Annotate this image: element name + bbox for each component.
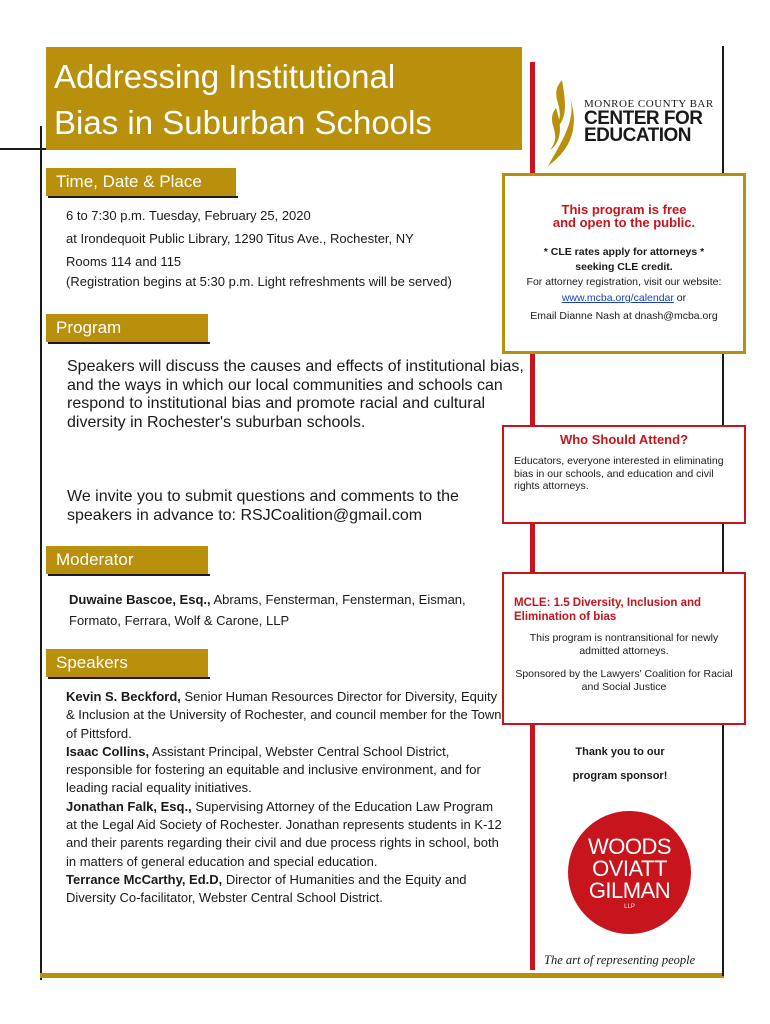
heading-shadow xyxy=(48,342,210,344)
free-headline: This program is free xyxy=(561,202,687,217)
program-invite: We invite you to submit questions and comments to the speakers in advance to: RSJCoalition@gmail.com xyxy=(67,488,459,524)
mcba-logo xyxy=(540,78,720,168)
heading-shadow xyxy=(48,677,210,679)
flame-icon xyxy=(540,78,580,168)
page-title: Addressing Institutional Bias in Suburban Schools xyxy=(54,58,432,141)
moderator-info xyxy=(69,589,479,631)
calendar-link[interactable]: www.mcba.org/calendar xyxy=(561,292,674,304)
event-location: at Irondequoit Public Library, 1290 Titus Ave., Rochester, NY xyxy=(66,231,414,246)
time-date-place-details xyxy=(66,206,486,289)
logo-line1: CENTER FOR xyxy=(584,108,703,129)
logo-line2: EDUCATION xyxy=(584,125,692,146)
moderator-name: Duwaine Bascoe, Esq., xyxy=(69,592,211,607)
event-time: 6 to 7:30 p.m. Tuesday, February 25, 2020 xyxy=(66,208,311,223)
attend-text: Educators, everyone interested in eliminating bias in our schools, and education and civil rights attorneys. xyxy=(514,455,724,492)
speaker-item: Kevin S. Beckford, Senior Human Resources Director for Diversity, Equity & Inclusion at the University of Rochester, and council member for the Town of Pittsford. xyxy=(66,689,502,741)
moderator-heading: Moderator xyxy=(46,546,208,574)
speakers-heading: Speakers xyxy=(46,649,208,677)
nontransitional-note: This program is nontransitional for newly admitted attorneys. xyxy=(529,632,719,657)
speaker-item: Jonathan Falk, Esq., Supervising Attorney of the Education Law Program at the Legal Aid Society of Rochester. Jonathan represents students in K-12 and their parents regarding their civil and due process rights in school, both in matters of general education and special education. xyxy=(66,798,502,869)
event-rooms: Rooms 114 and 115 xyxy=(66,254,182,269)
time-date-place-heading: Time, Date & Place xyxy=(46,168,236,196)
speaker-item: Isaac Collins, Assistant Principal, Webster Central School District, responsible for fostering an equitable and inclusive environment, and for leading racial equality initiatives. xyxy=(66,743,481,796)
thank-you-note: Thank you to our program sponsor! xyxy=(572,746,668,782)
attend-heading: Who Should Attend? xyxy=(559,432,689,447)
program-description: Speakers will discuss the causes and effects of institutional bias, and the ways in which our local communities and schools can respond to institutional bias and promote racial and cultural diversity in Rochester's suburban schools. xyxy=(67,358,524,431)
mcle-heading: MCLE: 1.5 Diversity, Inclusion and Elimination of bias xyxy=(514,597,702,623)
speakers-list xyxy=(66,688,506,908)
moderator-affiliation: Abrams, Fensterman, Fensterman, Eisman, Formato, Ferrara, Wolf & Carone, LLP xyxy=(69,592,466,628)
sponsor-tagline: The art of representing people xyxy=(544,953,696,967)
registration-text: For attorney registration, visit our website: xyxy=(526,276,722,288)
sponsored-by-note: Sponsored by the Lawyers' Coalition for Racial and Social Justice xyxy=(515,668,733,693)
speaker-item: Terrance McCarthy, Ed.D, Director of Humanities and the Equity and Diversity Co-facilitator, Webster Central School District. xyxy=(66,871,467,906)
registration-note: (Registration begins at 5:30 p.m. Light refreshments will be served) xyxy=(66,274,452,289)
cle-note: * CLE rates apply for attorneys * xyxy=(543,246,705,258)
program-heading: Program xyxy=(46,314,208,342)
cle-note-2: seeking CLE credit. xyxy=(575,261,673,273)
mcle-box xyxy=(502,572,746,725)
left-frame-line xyxy=(40,126,42,980)
heading-shadow xyxy=(48,196,238,198)
free-headline-2: and open to the public. xyxy=(552,215,696,230)
who-should-attend-box xyxy=(502,425,746,524)
contact-email: Email Dianne Nash at dnash@mcba.org xyxy=(530,310,718,322)
woods-oviatt-gilman-logo: WOODS OVIATT GILMAN LLP xyxy=(568,811,691,934)
bottom-frame-line xyxy=(40,973,724,978)
logo-small-text: MONROE COUNTY BAR xyxy=(584,98,714,110)
heading-shadow xyxy=(48,574,210,576)
free-program-box: This program is free and open to the public. * CLE rates apply for attorneys * seeking CLE credit. For attorney registration, visit our website: www.mcba.org/calendar or Email Dianne Nash at dnash@mcba.org xyxy=(502,173,746,354)
